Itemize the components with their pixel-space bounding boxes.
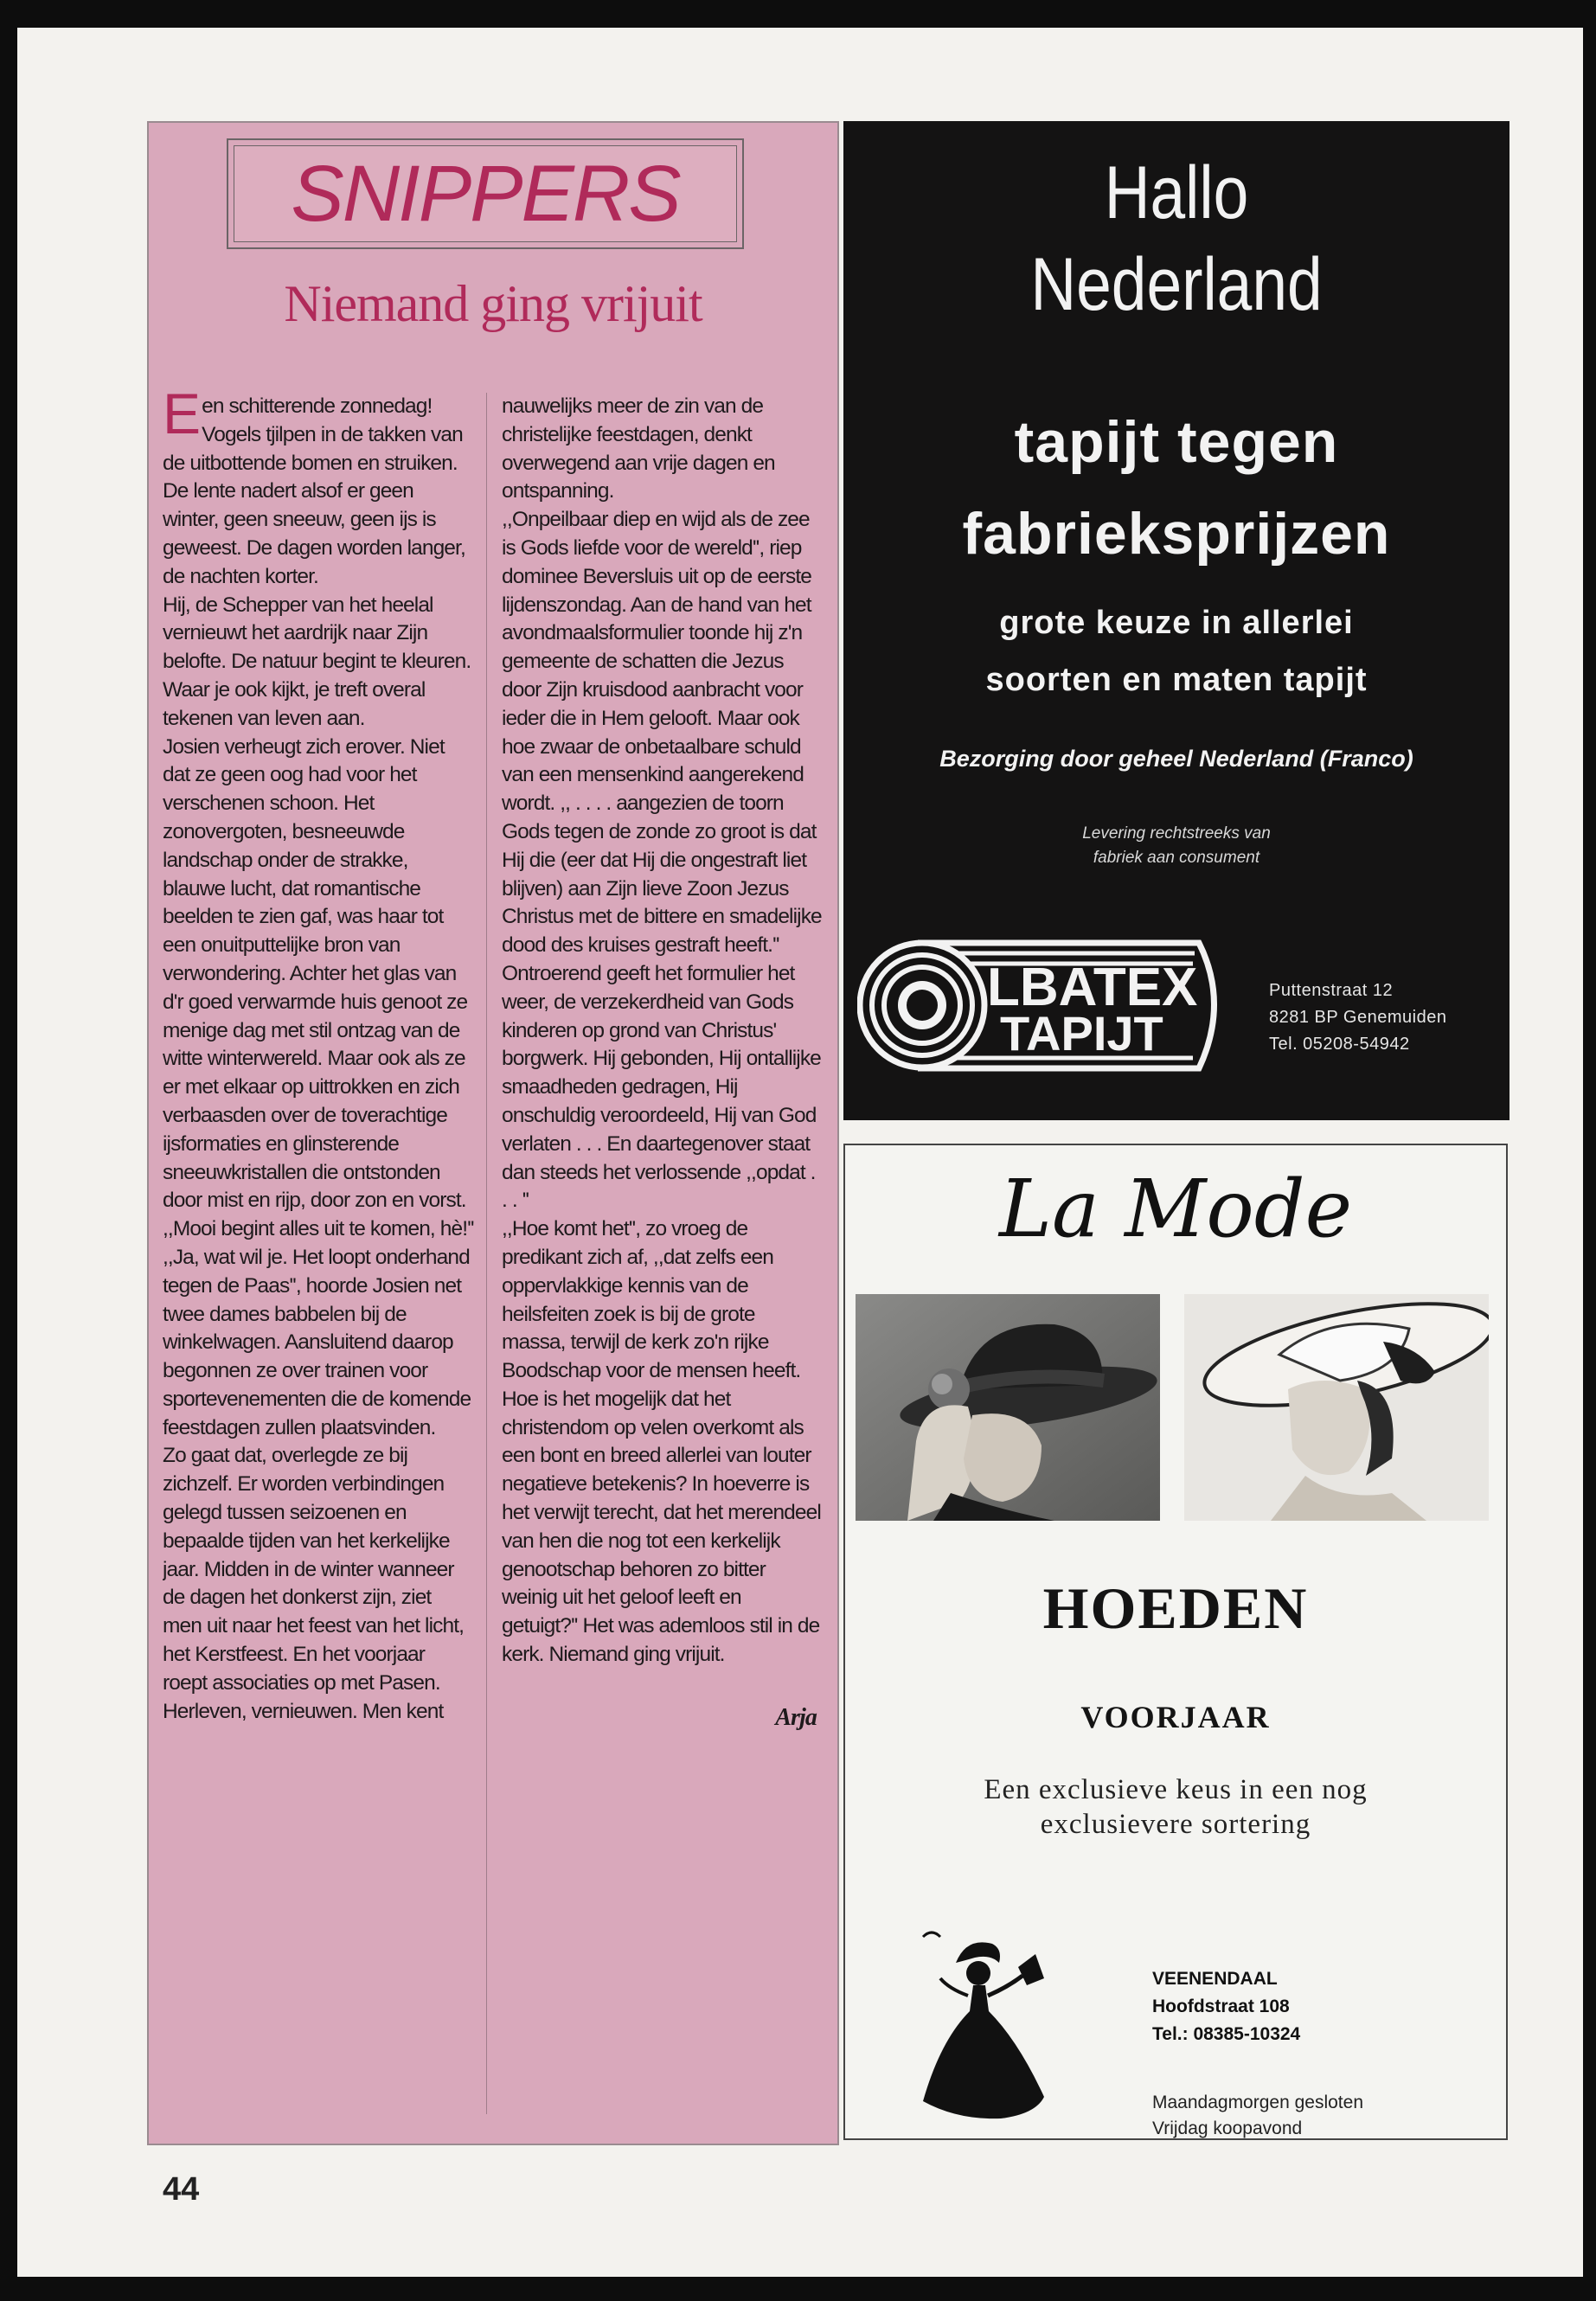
address-phone: Tel.: 08385-10324 xyxy=(1152,2024,1301,2044)
article-author: Arja xyxy=(775,1703,817,1731)
lamode-heading-hoeden: HOEDEN xyxy=(1042,1575,1309,1641)
olbatex-levering-note: Levering rechtstreeks van fabriek aan consument xyxy=(1082,824,1271,867)
hat-photo-right xyxy=(1184,1294,1489,1521)
olbatex-advertisement xyxy=(843,121,1509,1120)
olbatex-delivery-note: Bezorging door geheel Nederland (Franco) xyxy=(939,746,1413,772)
olbatex-address xyxy=(1269,977,1446,1058)
subslogan-line: grote keuze in allerlei xyxy=(999,605,1354,641)
lamode-address xyxy=(1152,1965,1300,2048)
paragraph: ,,Ja, wat wil je. Het loopt onderhand tegen de Paas'', hoorde Josien net twee dames babbelen bij de winkelwagen. Aansluitend daarop begonnen ze over trainen voor sportevenementen die de komende feestdagen zullen plaatsvinden. xyxy=(163,1245,471,1439)
hat-photo-left xyxy=(856,1294,1160,1521)
article-column-left xyxy=(163,393,474,2114)
paragraph: Ontroerend geeft het formulier het weer, de verzekerdheid van Gods kinderen op grond van Christus' borgwerk. Hij gebonden, Hij ontallijke smaadheden gedragen, Hij onschuldig veroordeeld, Hij van God verlaten . . . En daartegenover staat dan steeds het verlossende ,,opdat . . . '' xyxy=(502,961,821,1213)
magazine-page xyxy=(17,28,1583,2277)
logo-text-olbatex: LBATEX xyxy=(987,958,1198,1017)
column-divider xyxy=(486,393,487,2114)
greeting-line: Nederland xyxy=(1030,243,1323,326)
paragraph: en schitterende zonnedag! Vogels tjilpen in de takken van de uitbottende bomen en struiken. De lente nadert alsof er geen winter, geen sneeuw, geen ijs is geweest. De dagen worden langer, de nachten korter. xyxy=(163,394,465,588)
address-street: Puttenstraat 12 xyxy=(1269,981,1394,1000)
handbag xyxy=(1018,1954,1044,1985)
paragraph: ,,Hoe komt het'', zo vroeg de predikant zich af, ,,dat zelfs een oppervlakkige kennis van de heilsfeiten zoek is bij de grote massa, terwijl de kerk zo'n rijke Boodschap voor de mensen heeft. Hoe is het mogelijk dat het christendom op velen overkomt als een bont en breed allerlei van louter negatieve betekenis? In hoeverre is het verwijt terecht, dat het merendeel van hen die nog tot een kerkelijk genootschap behoren zo bitter weinig uit het geloof leeft en getuigt?'' Het was ademloos stil in de kerk. Niemand ging vrijuit. xyxy=(502,1217,821,1667)
slogan-line: fabrieksprijzen xyxy=(962,501,1391,567)
address-phone: Tel. 05208-54942 xyxy=(1269,1035,1410,1054)
olbatex-main-slogan xyxy=(843,396,1509,580)
article-column-right xyxy=(502,393,822,2114)
subslogan-line: soorten en maten tapijt xyxy=(985,662,1368,698)
paragraph: Josien verheugt zich erover. Niet dat ze geen oog had voor het verschenen schoon. Het zonovergoten, besneeuwde landschap onder de strakke, blauwe lucht, dat romantische beelden te zien gaf, was haar tot een onuitputtelijke bron van verwondering. Achter het glas van d'r goed verwarmde huis genoot ze menige dag met stil ontzag van de witte winterwereld. Maar ook als ze er met elkaar op uittrokken en zich verbaasden over de toverachtige ijsformaties en glinsterende sneeuwkristallen die ontstonden door mist en rijp, door zon en vorst. xyxy=(163,734,468,1213)
address-city: VEENENDAAL xyxy=(1152,1969,1278,1989)
lady-silhouette-icon xyxy=(906,1928,1057,2123)
lamode-logo-title: La Mode xyxy=(998,1163,1353,1255)
lamode-tagline: Een exclusieve keus in een nog exclusievere sortering xyxy=(984,1774,1368,1840)
drop-cap: E xyxy=(163,393,201,445)
slogan-line: tapijt tegen xyxy=(1014,409,1339,475)
paragraph: ,,Mooi begint alles uit te komen, hè!'' xyxy=(163,1217,474,1241)
paragraph: ,,Onpeilbaar diep en wijd als de zee is Gods liefde voor de wereld'', riep dominee Beversluis uit op de eerste lijdenszondag. Aan de hand van het avondmaalsformulier toonde hij z'n gemeente de schatten die Jezus door Zijn kruisdood aanbracht voor ieder die in Hem gelooft. Maar ook hoe zwaar de onbetaalbare schuld van een mensenkind aangerekend wordt. ,, . . . . aangezien de toorn Gods tegen de zonde zo groot is dat Hij die (eer dat Hij die ongestraft liet blijven) aan Zijn lieve Zoon Jezus Christus met de bittere en smadelijke dood des kruises gestraft heeft.'' xyxy=(502,508,822,958)
roll-center xyxy=(907,990,938,1021)
paragraph: Zo gaat dat, overlegde ze bij zichzelf. Er worden verbindingen gelegd tussen seizoenen en bepaalde tijden van het kerkelijke jaar. Midden in de winter wanneer de dagen het donkerst zijn, ziet men uit naar het feest van het licht, het Kerstfeest. En het voorjaar roept associaties op met Pasen. Herleven, vernieuwen. Men kent xyxy=(163,1444,465,1723)
olbatex-greeting xyxy=(894,147,1460,330)
article-headline: Niemand ging vrijuit xyxy=(284,275,702,332)
lamode-subheading-voorjaar: VOORJAAR xyxy=(1080,1700,1271,1734)
lamode-advertisement xyxy=(843,1144,1508,2140)
olbatex-subslogan xyxy=(843,594,1509,708)
lamode-opening-hours: Maandagmorgen gesloten Vrijdag koopavond xyxy=(1152,2093,1364,2138)
page-number: 44 xyxy=(163,2171,200,2208)
snippers-column xyxy=(147,121,839,2145)
paragraph: nauwelijks meer de zin van de christelijke feestdagen, denkt overwegend aan vrije dagen en ontspanning. xyxy=(502,394,775,503)
olbatex-logo xyxy=(857,917,1247,1090)
snippers-header-box xyxy=(227,138,744,249)
greeting-line: Hallo xyxy=(1104,151,1249,234)
address-city: 8281 BP Genemuiden xyxy=(1269,1008,1447,1027)
address-street: Hoofdstraat 108 xyxy=(1152,1997,1290,2016)
section-title: SNIPPERS xyxy=(291,149,680,238)
logo-text-tapijt: TAPIJT xyxy=(1000,1006,1163,1061)
paragraph: Hij, de Schepper van het heelal vernieuwt het aardrijk naar Zijn belofte. De natuur begint te kleuren. Waar je ook kijkt, je treft overal tekenen van leven aan. xyxy=(163,593,471,730)
